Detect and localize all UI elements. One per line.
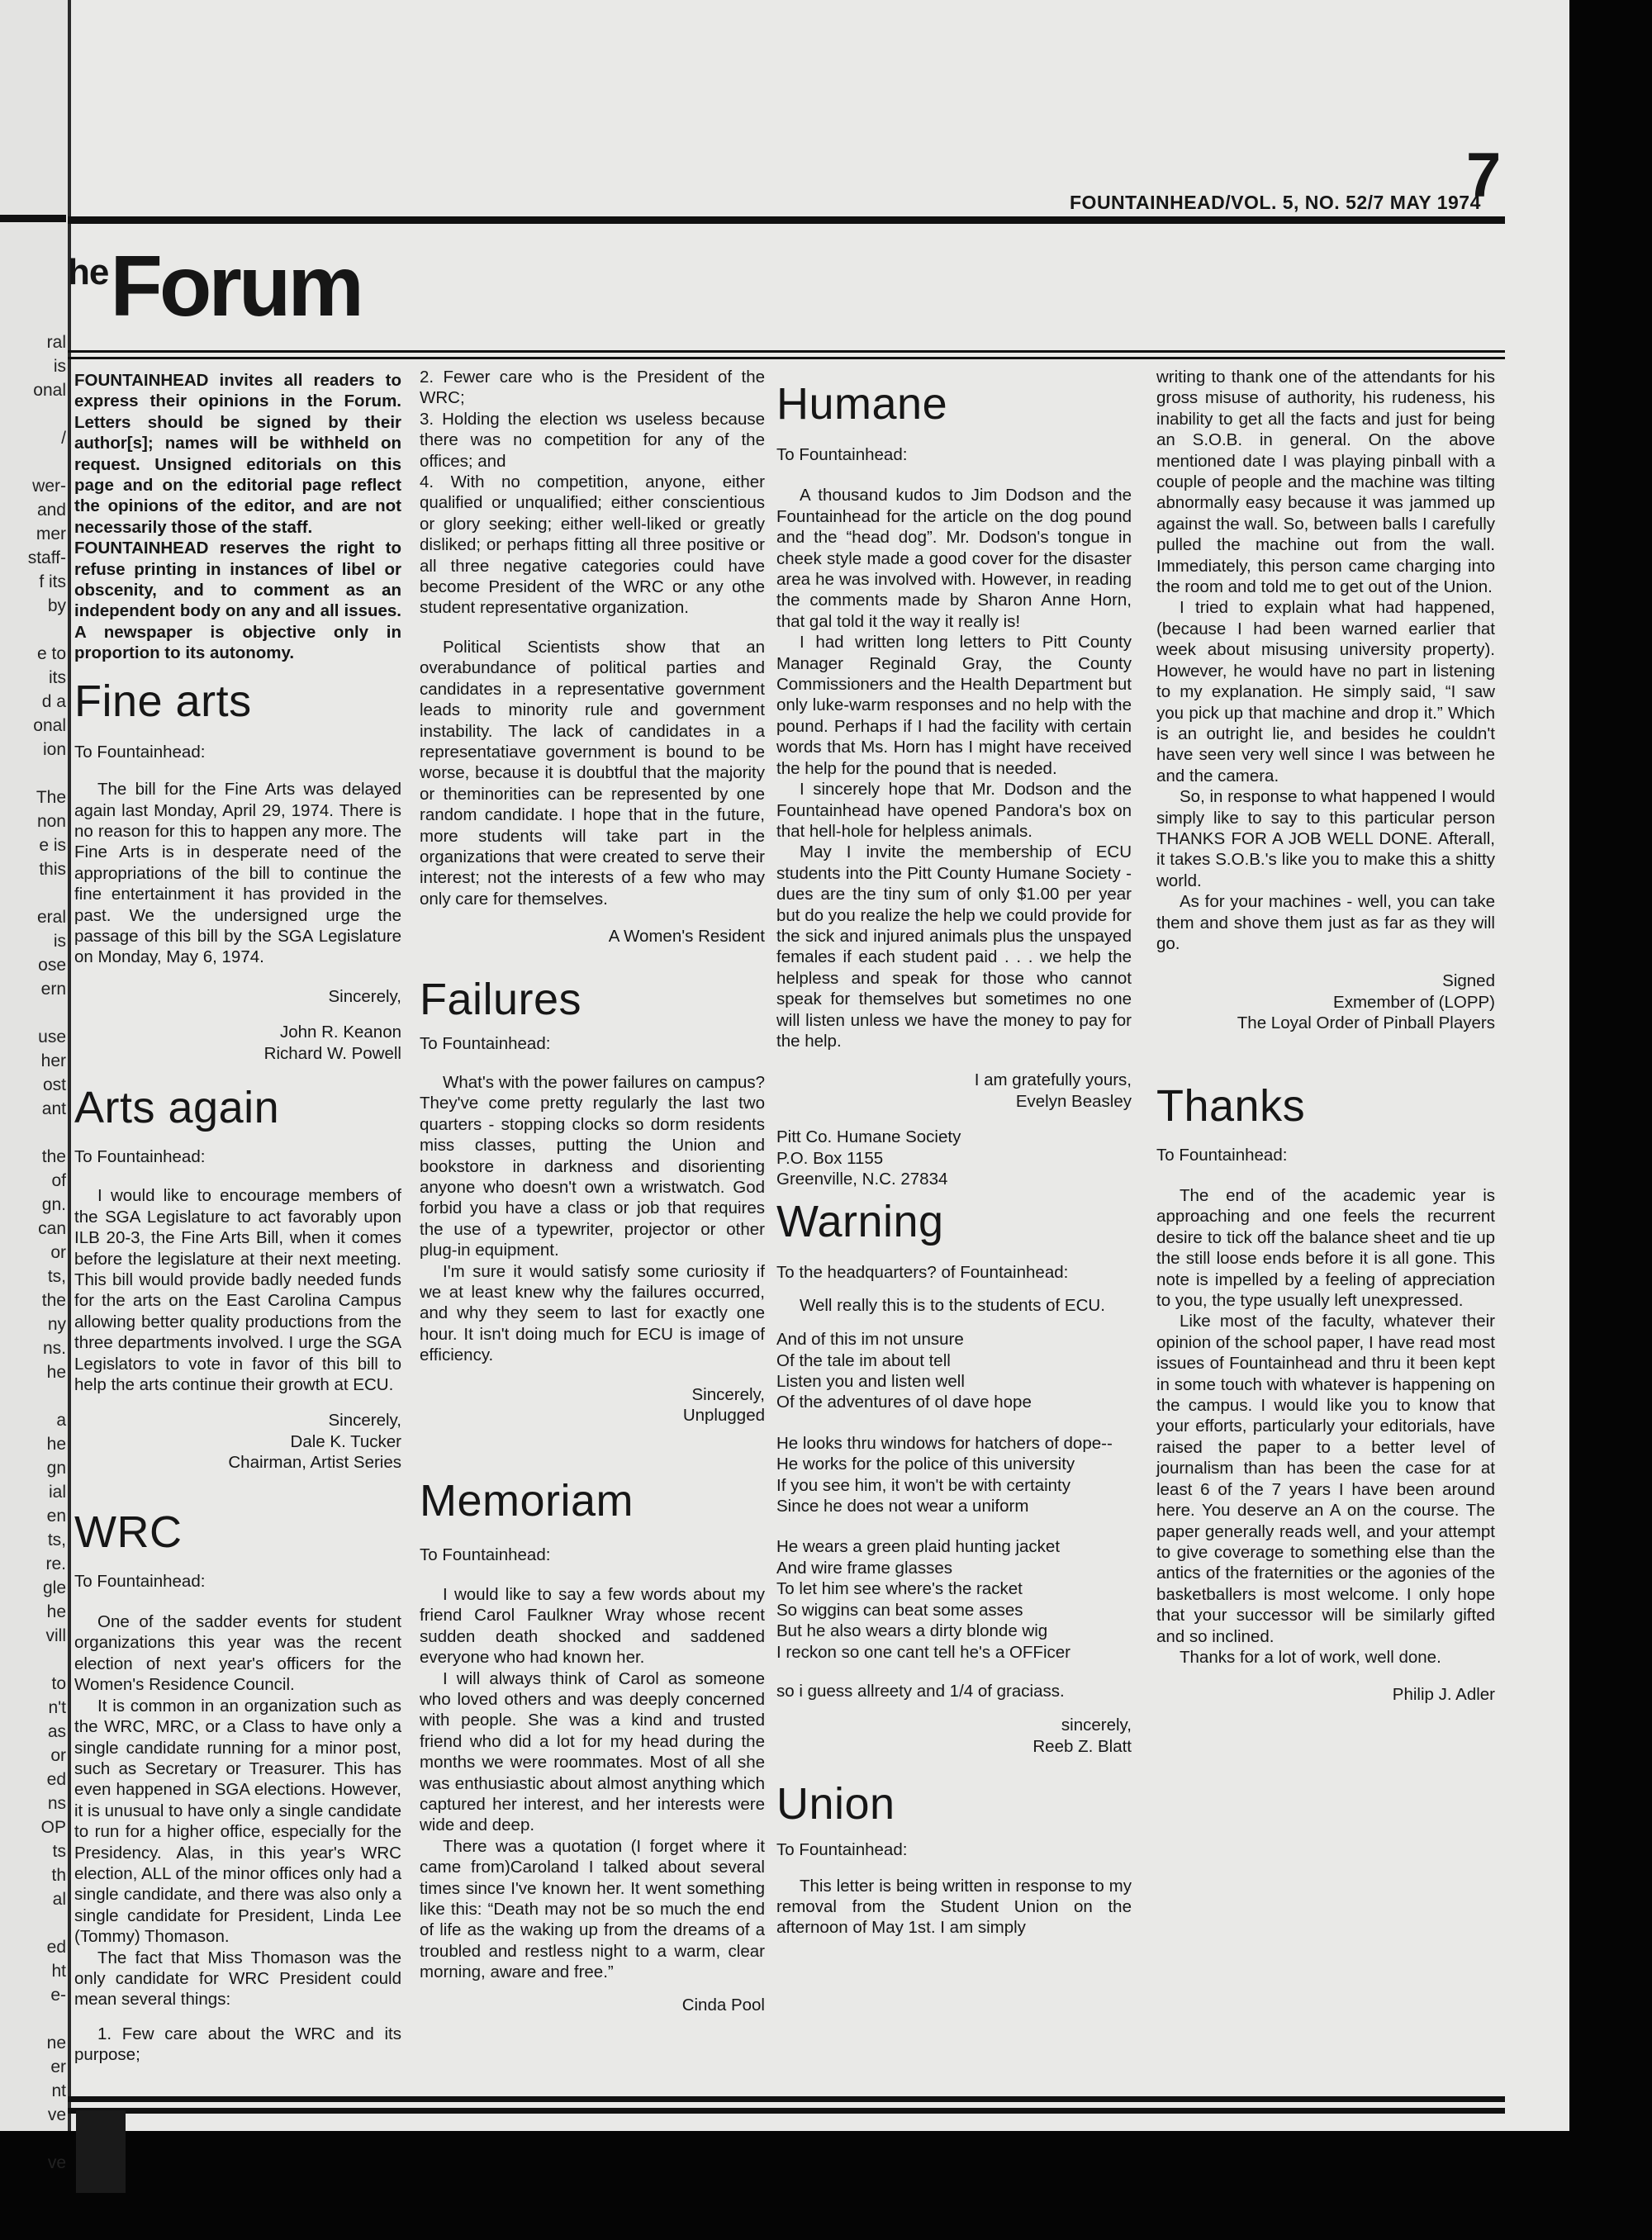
warning-poem-line: And of this im not unsure [776,1330,964,1350]
union-cont-para-3: So, in response to what happened I would simply like to say to this particular person THANKS FOR A JOB WELL DONE. Afterall, it takes S.O.B.'s like you to make this a shitty world. [1156,787,1495,890]
humane-salutation: To Fountainhead: [776,445,908,464]
union-para-1: This letter is being written in response to my removal from the Student Union on the afternoon of May 1st. I am simply [776,1876,1132,1938]
wrc-cont-para-2: 3. Holding the election ws useless because there was no competition for any of the offices; and [420,409,765,471]
thanks-signature: Philip J. Adler [1392,1685,1495,1705]
humane-closing: I am gratefully yours, [974,1070,1132,1090]
fine-arts-signature-2: Richard W. Powell [263,1043,401,1063]
wrc-para-2: It is common in an organization such as the WRC, MRC, or a Class to have only a single candidate running for a minor post, such as Secretary or Treasurer. This has even happened in SGA elections. However, it is unusual to have only a single candidate to run for a higher office, especially for the Presidency. Alas, in this year's WRC election, ALL of the minor offices only had a single candidate, and there was also only a single candidate for President, Linda Lee (Tommy) Thomason. [74,1696,401,1947]
fine-arts-signature-1: John R. Keanon [279,1023,401,1042]
warning-poem-line: To let him see where's the racket [776,1579,1023,1599]
warning-poem-line: But he also wears a dirty blonde wig [776,1621,1048,1641]
warning-poem-line: He looks thru windows for hatchers of dope-- [776,1433,1113,1453]
wrc-cont-signature: A Women's Resident [608,927,765,947]
union-cont-closing: Signed [1442,971,1495,991]
column-2 [420,367,765,2015]
failures-headline: Failures [420,974,582,1024]
memoriam-para-1: I would like to say a few words about my friend Carol Faulkner Wray whose recent sudden death shocked and saddened everyone who had known her. [420,1584,765,1668]
warning-poem-line: And wire frame glasses [776,1558,953,1578]
wrc-cont-para-3: 4. With no competition, anyone, either qualified or unqualified; either conscientious or glory seeking; either well-liked or greatly disliked; or perhaps fitting all three positive or all three negative categories could have become President of the WRC or any othe student representative organization. [420,472,765,618]
header-double-rule-bottom [68,357,1505,359]
warning-closing: sincerely, [1061,1716,1132,1735]
union-cont-para-1: writing to thank one of the attendants for his gross misuse of authority, his rudeness, his inability to get all the facts and just for being an S.O.B. in general. On the above mentioned date I was playing pinball with a couple of people and the machine was tilting abnormally easy because it was jammed up against the wall. So, between balls I carefully pulled the machine out from the wall. Immediately, this person came charging into the room and told me to get out of the Union. [1156,368,1495,597]
fine-arts-closing: Sincerely, [328,986,401,1006]
arts-again-body: I would like to encourage members of the SGA Legislature to act favorably upon ILB 20-3, the Fine Arts Bill, when it comes before the legislature at their next meeting. This bill would provide badly needed funds for the arts on the East Carolina Campus allowing better quality productions from the three departments involved. I urge the SGA Legislators to vote in favor of this bill to help the arts continue their growth at ECU. [74,1186,401,1395]
wrc-cont-para-4: Political Scientists show that an overabundance of political parties and candidates in a representative government leads to minority rule and government instability. The lack of candidates in a representatiave government is bound to be worse, because it is doubtful that the majority or theminorities can be represented by one random candidate. I hope that in the future, more students will take part in the organizations that were created to serve their interest; not the interests of a few who may only care for themselves. [420,637,765,909]
memoriam-para-3: There was a quotation (I forget where it came from)Caroland I talked about several times since I've known her. It went something like this: “Death may not be so much the end of life as the waking up from the dreams of a troubled and restless night to a warm, clear morning, aware and free.” [420,1836,765,1982]
warning-poem-line: He wears a green plaid hunting jacket [776,1537,1061,1557]
union-cont-signature-1: Exmember of (LOPP) [1333,992,1495,1012]
thanks-salutation: To Fountainhead: [1156,1145,1288,1165]
union-cont-para-2: I tried to explain what had happened, (because I had been warned earlier that week about misusing university property). However, he would have no part in listening to my explanation. He simply said, “I saw you pick up that machine and drop it.” Which is an outright lie, and besides he couldn't have seen very well since I was between he and the camera. [1156,598,1495,785]
arts-again-closing: Sincerely, [328,1411,401,1431]
bottom-wavy-rule-1 [68,2096,1505,2102]
section-logo-small: he [68,252,109,292]
warning-signature: Reeb Z. Blatt [1032,1736,1132,1756]
warning-poem-line: So wiggins can beat some asses [776,1600,1023,1620]
fine-arts-salutation: To Fountainhead: [74,742,206,762]
warning-poem-line: Of the adventures of ol dave hope [776,1393,1032,1412]
header-double-rule-top [68,350,1505,353]
failures-para-2: I'm sure it would satisfy some curiosity if we at least knew why the failures occurred, and why they seem to last for exactly one hour. It isn't doing much for ECU is image of efficiency. [420,1261,765,1365]
section-logo-title: Forum [110,239,361,335]
wrc-para-3: The fact that Miss Thomason was the only candidate for WRC President could mean several things: [74,1948,401,2010]
page-fold-shadow [76,2110,126,2193]
warning-poem-line: Listen you and listen well [776,1372,965,1392]
memoriam-para-2: I will always think of Carol as someone who loved others and was deeply concerned with people. She was a kind and trusted friend who did a lot for my head during the months we were roommates. Most of all she was enthusiastic about almost anything which captured her interest, and her interests were wide and deep. [420,1668,765,1835]
section-logo [68,239,361,335]
warning-poem-line: He works for the police of this university [776,1455,1075,1474]
wrc-headline: WRC [74,1507,183,1557]
prev-page-rule [0,215,66,222]
humane-para-3: I sincerely hope that Mr. Dodson and the Fountainhead have opened Pandora's box on that hell-hole for helpless animals. [776,780,1132,841]
wrc-cont-para-1: 2. Fewer care who is the President of the WRC; [420,368,765,408]
wrc-para-1: One of the sadder events for student organizations this year was the recent election of next year's officers for the Women's Residence Council. [74,1612,401,1695]
humane-signature: Evelyn Beasley [1015,1091,1132,1111]
failures-para-1: What's with the power failures on campus?They've come pretty regularly the last two quarters - stopping clocks so dorm residents miss classes, putting the Union and bookstore in darkness and disorienting anyone who doesn't own a wristwatch. God forbid you have a class or job that requires the use of a typewriter, projector or other plug-in equipment. [420,1072,765,1260]
humane-para-1: A thousand kudos to Jim Dodson and the Fountainhead for the article on the dog pound and the “head dog”. Mr. Dodson's tongue in cheek style made a good cover for the disaster area he was involved with. However, in reading the comments made by Sharon Anne Horn, that gal told it the way it really is! [776,486,1132,631]
humane-para-4: May I invite the membership of ECU students into the Pitt County Humane Society - dues are the tiny sum of only $1.00 per year but do you realize the help we could provide for the sick and injured animals plus the unspayed females if each student paid . . . we help the helpless and speak for those who cannot speak for themselves but sometimes no one will listen unless we have the money to pay for the help. [776,842,1132,1051]
column-1 [74,370,401,2066]
warning-poem [776,1329,1132,1663]
memoriam-headline: Memoriam [420,1476,634,1526]
bottom-wavy-rule-2 [68,2108,1505,2114]
thanks-para-2: Like most of the faculty, whatever their opinion of the school paper, I have read most issues of Fountainhead and thru it been kept in some touch with whatever is happening on the campus. I would like you to know that your efforts, particularly your editorials, have raised the paper to a better level of journalism than has been the case for at least 6 of the 7 years I have been around here. You deserve an A on the course. The paper generally reads well, and your attempt to give coverage to something else than the antics of the fraternities or the agonies of the basketballers is most welcome. I only hope that your successor will be similarly gifted and so inclined. [1156,1312,1495,1646]
failures-closing: Sincerely, [691,1384,765,1404]
column-3 [776,379,1132,1939]
fine-arts-headline: Fine arts [74,676,252,726]
thanks-para-3: Thanks for a lot of work, well done. [1180,1647,1441,1667]
warning-intro: Well really this is to the students of ECU. [800,1295,1105,1315]
warning-headline: Warning [776,1197,944,1247]
union-cont-signature-2: The Loyal Order of Pinball Players [1237,1013,1495,1033]
warning-poem-line: Of the tale im about tell [776,1350,951,1370]
thanks-para-1: The end of the academic year is approaching and one feels the recurrent desire to tick off the balance sheet and tie up the still loose ends before it is all gone. This note is impelled by a feeling of appreciation to you, the type usually left unexpressed. [1156,1186,1495,1311]
arts-again-signature-1: Dale K. Tucker [290,1431,401,1451]
memoriam-salutation: To Fountainhead: [420,1545,551,1565]
warning-poem-line: If you see him, it won't be with certainty [776,1475,1070,1495]
warning-outro: so i guess allreety and 1/4 of graciass. [776,1681,1065,1701]
previous-page-text: ral is onal / wer- and mer staff- f its by e to its d a onal ion The non e is this eral is ose ern use her ost ant the of gn. can or ts, the ny ns. he a he gn ial en ts, re. gle he vill to n't as or ed ns OP ts th al ed ht e- ne er nt ve ve [27,333,66,2172]
warning-poem-line: I reckon so one cant tell he's a OFFicer [776,1642,1070,1662]
wrc-salutation: To Fountainhead: [74,1571,206,1591]
humane-address-2: P.O. Box 1155 [776,1148,884,1168]
arts-again-salutation: To Fountainhead: [74,1146,206,1166]
arts-again-headline: Arts again [74,1082,280,1132]
thanks-headline: Thanks [1156,1080,1306,1131]
humane-address-3: Greenville, N.C. 27834 [776,1170,948,1189]
policy-notice-1: FOUNTAINHEAD invites all readers to express their opinions in the Forum. Letters should be signed by their author[s]; names will be withheld on request. Unsigned editorials on this page and on the editorial page reflect the opinions of the editor, and are not necessarily those of the staff. [74,371,401,537]
humane-address-1: Pitt Co. Humane Society [776,1127,961,1147]
previous-page-strip [0,0,71,2172]
page-number: 7 [1466,140,1502,211]
union-salutation: To Fountainhead: [776,1840,908,1860]
humane-headline: Humane [776,379,948,429]
warning-salutation: To the headquarters? of Fountainhead: [776,1263,1069,1283]
union-cont-para-4: As for your machines - well, you can take them and shove them just as far as they will go. [1156,892,1495,953]
failures-signature: Unplugged [682,1406,765,1426]
warning-poem-line: Since he does not wear a uniform [776,1497,1029,1516]
memoriam-signature: Cinda Pool [681,1995,765,2015]
wrc-para-4: 1. Few care about the WRC and its purpose; [74,2024,401,2065]
union-headline: Union [776,1779,895,1829]
policy-notice-2: FOUNTAINHEAD reserves the right to refuse printing in instances of libel or obscenity, and to comment as an independent body on any and all issues. A newspaper is objective only in proportion to its autonomy. [74,539,401,663]
top-wavy-rule [68,216,1505,224]
folio-line: FOUNTAINHEAD/VOL. 5, NO. 52/7 MAY 1974 [1070,192,1481,213]
arts-again-signature-2: Chairman, Artist Series [228,1453,401,1473]
fine-arts-body: The bill for the Fine Arts was delayed again last Monday, April 29, 1974. There is no reason for this to happen any more. The Fine Arts is in desperate need of the appropriations of the bill to continue the fine entertainment it has provided in the past. We the undersigned urge the passage of this bill by the SGA Legislature on Monday, May 6, 1974. [74,780,401,967]
column-4 [1156,367,1495,1706]
humane-para-2: I had written long letters to Pitt County Manager Reginald Gray, the County Commissioners and the Health Department but only luke-warm responses and no help with the pound. Perhaps if I had the facility with certain words that Ms. Horn has I might have received the help for the pound that is needed. [776,633,1132,778]
failures-salutation: To Fountainhead: [420,1033,551,1053]
